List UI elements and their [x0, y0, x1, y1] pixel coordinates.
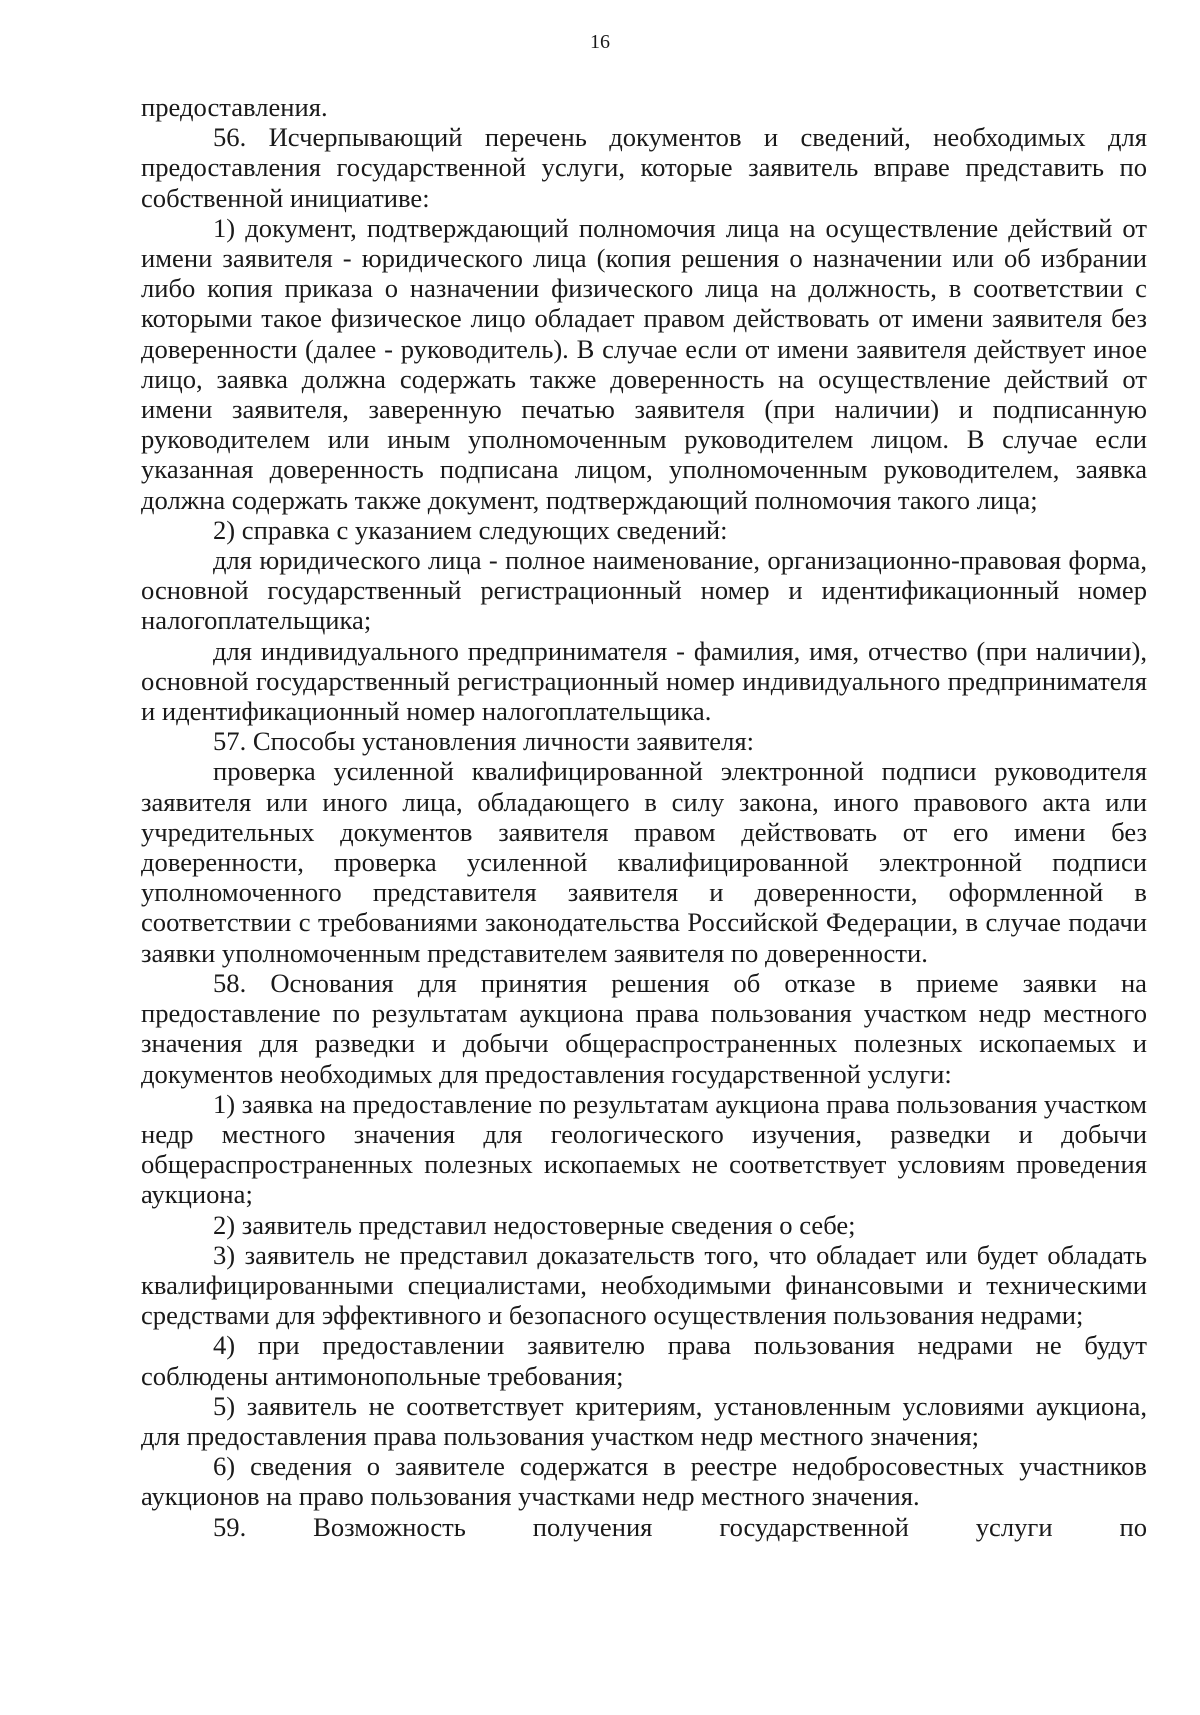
paragraph-59: 59. Возможность получения государственной услуги по: [213, 1511, 1147, 1542]
paragraph-56-item-2-legal-entity: для юридического лица - полное наименование, организационно-правовая форма, основной государственный регистрационный номер и идентификационный номер налогоплательщика;: [141, 545, 1147, 636]
paragraph-56-item-2-entrepreneur: для индивидуального предпринимателя - фамилия, имя, отчество (при наличии), основной государственный регистрационный номер индивидуального предпринимателя и идентификационный номер налогоплательщика.: [141, 635, 1147, 727]
paragraph-58-item-1: 1) заявка на предоставление по результатам аукциона права пользования участком недр местного значения для геологического изучения, разведки и добычи общераспространенных полезных ископаемых не соответствует условиям проведения аукциона;: [141, 1088, 1147, 1210]
paragraph-58: 58. Основания для принятия решения об отказе в приеме заявки на предоставление по результатам аукциона права пользования участком недр местного значения для разведки и добычи общераспространенных полезных ископаемых и документов необходимых для предоставления государственной услуги:: [141, 967, 1147, 1089]
paragraph-56-item-1: 1) документ, подтверждающий полномочия лица на осуществление действий от имени заявителя - юридического лица (копия решения о назначении или об избрании либо копия приказа о назначении физического лица на должность, в соответствии с которыми такое физическое лицо обладает правом действовать от имени заявителя без доверенности (далее - руководитель). В случае если от имени заявителя действует иное лицо, заявка должна содержать также доверенность на осуществление действий от имени заявителя, заверенную печатью заявителя (при наличии) и подписанную руководителем или иным уполномоченным руководителем лицом. В случае если указанная доверенность подписана лицом, уполномоченным руководителем, заявка должна содержать также документ, подтверждающий полномочия такого лица;: [141, 212, 1147, 515]
paragraph-58-item-4: 4) при предоставлении заявителю права пользования недрами не будут соблюдены антимонопольные требования;: [141, 1330, 1147, 1391]
paragraph-56-item-2: 2) справка с указанием следующих сведений:: [213, 514, 728, 545]
paragraph-57: 57. Способы установления личности заявителя:: [213, 726, 754, 757]
paragraph-58-item-2: 2) заявитель представил недостоверные сведения о себе;: [213, 1209, 856, 1240]
paragraph-58-item-3: 3) заявитель не представил доказательств того, что обладает или будет обладать квалифицированными специалистами, необходимыми финансовыми и техническими средствами для эффективного и безопасного осуществления пользования недрами;: [141, 1239, 1147, 1331]
paragraph-56: 56. Исчерпывающий перечень документов и сведений, необходимых для предоставления государственной услуги, которые заявитель вправе представить по собственной инициативе:: [141, 122, 1147, 213]
document-body: [141, 92, 1147, 1542]
paragraph-57-text: проверка усиленной квалифицированной электронной подписи руководителя заявителя или иного лица, обладающего в силу закона, иного правового акта или учредительных документов заявителя правом действовать от его имени без доверенности, проверка усиленной квалифицированной электронной подписи уполномоченного представителя заявителя и доверенности, оформленной в соответствии с требованиями законодательства Российской Федерации, в случае подачи заявки уполномоченным представителем заявителя по доверенности.: [141, 756, 1147, 968]
paragraph-continuation: предоставления.: [141, 92, 328, 122]
paragraph-58-item-6: 6) сведения о заявителе содержатся в реестре недобросовестных участников аукционов на право пользования участками недр местного значения.: [141, 1451, 1147, 1512]
paragraph-58-item-5: 5) заявитель не соответствует критериям, установленным условиями аукциона, для предоставления права пользования участком недр местного значения;: [141, 1390, 1147, 1451]
page-number: 16: [590, 31, 610, 53]
